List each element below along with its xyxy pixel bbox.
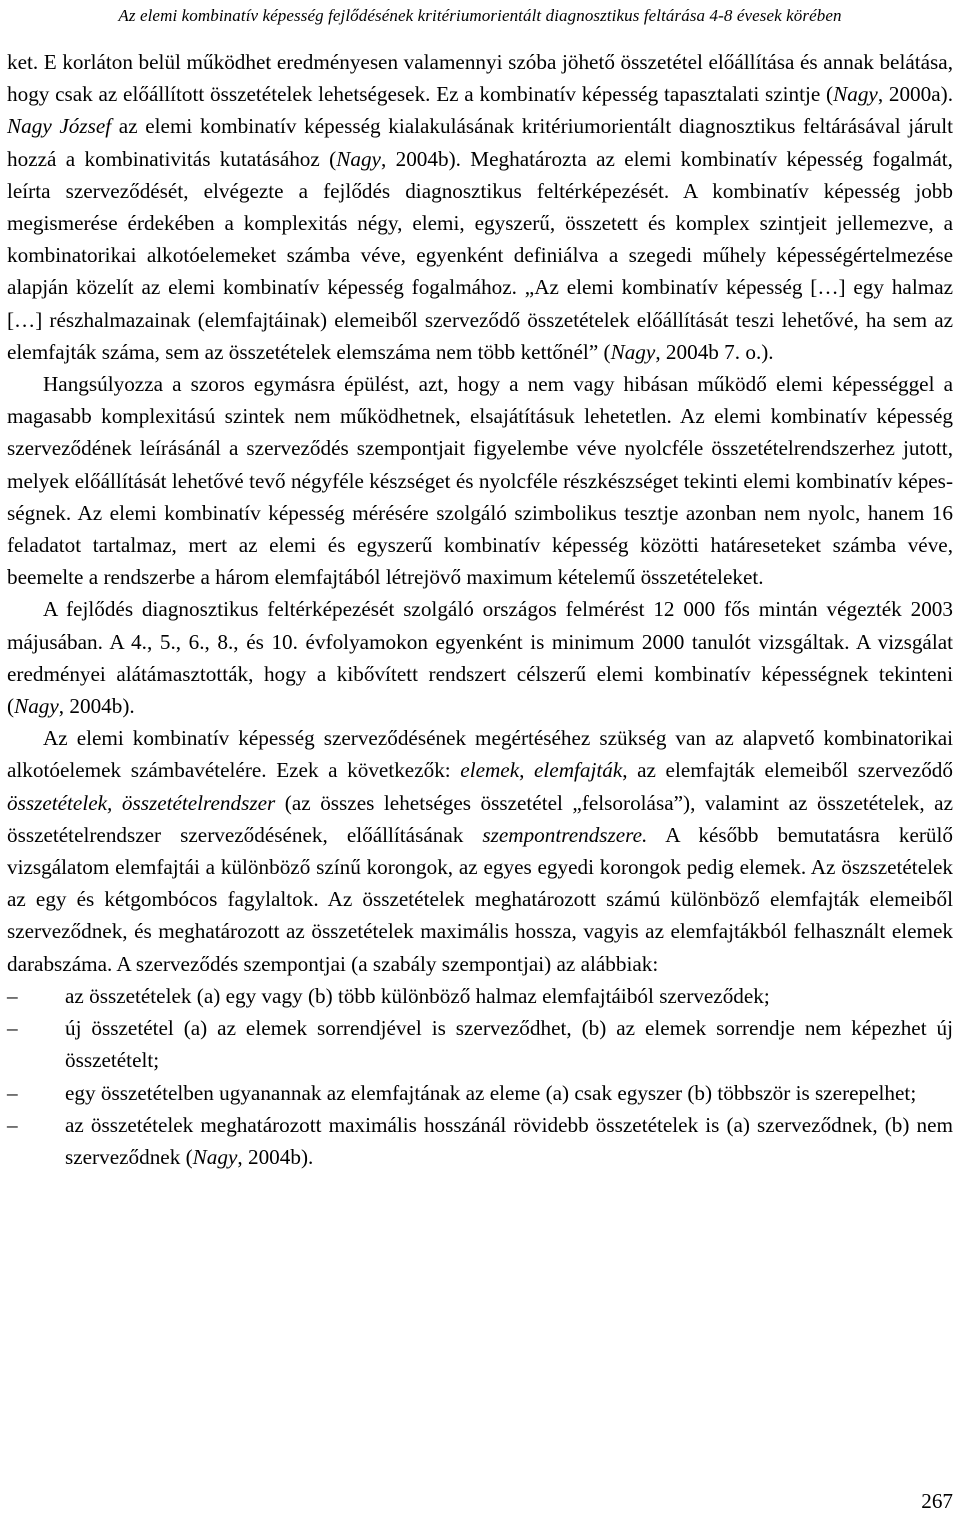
italic-text: elemek, elemfajták — [460, 758, 623, 783]
dash-bullet: – — [7, 1112, 18, 1137]
italic-text: Nagy — [192, 1144, 238, 1169]
text-run: , 2004b). — [58, 694, 135, 719]
text-run: , az elemfajták elemeiből szerveződő — [622, 758, 953, 783]
text-run: , 2000a). — [877, 82, 954, 107]
text-run: , 2004b). Meghatározta az elemi kombinatív képesség fogalmát, leírta szerveződését, elvégezte a fejlődés diagnosztikus feltérképezését. A kombinatív képesség jobb megismerése érdekében a komplexitás négy, elemi, egyszerű, összetett és komplex szintjeit jellemezve, a kombinatorikai alkotóelemeket számba véve, egyenként definiálva a szegedi műhely képességértelmezése alapján közelít az elemi kombinatív képesség fogalmához. „Az elemi kombinatív képesség […] egy halmaz […] részhalmazainak (elemfajtáinak) elemeiből szerveződő összetételek előállítását teszi lehetővé, ha sem az elemfajták száma, sem az összetételek elemszáma nem több kettőnél” ( — [7, 146, 953, 364]
body-text — [7, 46, 953, 1173]
paragraph — [7, 722, 953, 980]
text-run: az összetételek (a) egy vagy (b) több különböző halmaz elemfajtáiból szerveződek; — [65, 983, 770, 1008]
list-item — [7, 1012, 953, 1076]
list-item-text — [65, 1113, 953, 1169]
page-number: 267 — [921, 1489, 953, 1513]
paragraph — [7, 368, 953, 593]
italic-text: Nagy — [14, 694, 59, 719]
text-run: , 2004b). — [237, 1144, 314, 1169]
text-run: ket. E korláton belül működhet eredményesen valamennyi szóba jöhető összetétel előállítása és annak belátása, hogy csak az előállított összetételek lehetségesek. Ez a kombinatív képesség tapasztalati szintje ( — [7, 50, 953, 107]
italic-text: Nagy József — [7, 114, 112, 139]
text-run: egy összetételben ugyanannak az elemfajtának az eleme (a) csak egyszer (b) többször is szerepelhet; — [65, 1080, 917, 1105]
text-run: A később bemutatásra kerülő vizsgálatom elemfajtái a különböző színű korongok, az egyes egyedi korongok pedig elemek. Az öszszetételek az egy és kétgombócos fagylaltok. Az összetételek meghatározott számú különböző elemfajták elemeiből szerveződnek, és meghatározott az összetételek maximális hossza, vagyis az elemfajtákból felhasznált elemek darabszáma. A szerveződés szempontjai (a szabály szempontjai) az alábbiak: — [7, 822, 953, 976]
dash-bullet: – — [7, 1080, 18, 1105]
text-run: A fejlődés diagnosztikus feltérképezését szolgáló országos felmérést 12 000 fős mintán végezték 2003 májusában. A 4., 5., 6., 8., és 10. évfolyamokon egyenként is minimum 2000 tanulót vizsgáltak. A vizsgálat eredményei alátámasztották, hogy a kibővített rendszert célszerű elemi kombinatív képességnek tekinteni ( — [7, 597, 953, 719]
italic-text: Nagy — [336, 146, 381, 171]
dash-bullet: – — [7, 983, 18, 1008]
italic-text: Nagy — [610, 339, 656, 364]
italic-text: összetételek, összetételrendszer — [7, 790, 276, 815]
text-run: az összetételek meghatározott maximális hosszánál rövidebb összetételek is (a) szerveződnek, (b) nem szerveződnek ( — [65, 1112, 953, 1169]
list-item — [7, 1109, 953, 1173]
paragraph — [7, 46, 953, 368]
list-item-text — [65, 984, 770, 1008]
list-item-text — [65, 1016, 953, 1072]
list-item — [7, 1077, 953, 1109]
text-run: Hangsúlyozza a szoros egymásra épülést, azt, hogy a nem vagy hibásan működő elemi képességgel a magasabb komplexitású szintek nem működhetnek, elsajátításuk lehetetlen. Az elemi kombinatív képesség szerveződének leírásánál a szerveződés szempontjait figyelembe véve nyolcféle összetételrendszerhez jutott, melyek előállítását lehetővé tevő négyféle készséget és nyolcféle részkészséget tekinti elemi kombinatív képességnek. Az elemi kombinatív képesség mérésére szolgáló szimbolikus tesztje azonban nem nyolc, hanem 16 feladatot tartalmaz, mert az elemi és egyszerű kombinatív képesség közötti határeseteket számba véve, beemelte a rendszerbe a három elemfajtából létrejövő maximum kételemű összetételeket. — [7, 372, 953, 590]
italic-text: Nagy — [833, 82, 878, 107]
criteria-list — [7, 980, 953, 1173]
paragraph — [7, 593, 953, 722]
italic-text: szempontrendszere. — [482, 822, 648, 847]
list-item — [7, 980, 953, 1012]
text-run: , 2004b 7. o.). — [655, 339, 774, 364]
text-run: (az összes lehetséges összetétel „felsorolása”), valamint az összetételek, az összetételrendszer szerveződésének, előállításának — [7, 790, 953, 847]
dash-bullet: – — [7, 1016, 18, 1041]
running-head: Az elemi kombinatív képesség fejlődésének kritériumorientált diagnosztikus feltárása 4-8 évesek körében — [118, 6, 842, 25]
text-run: új összetétel (a) az elemek sorrendjével is szerveződhet, (b) az elemek sorrendje nem képezhet új összetételt; — [65, 1016, 953, 1073]
text-run: Az elemi kombinatív képesség szerveződésének megértéséhez szükség van az alapvető kombinatorikai alkotóelemek számbavételére. Ezek a következők: — [7, 726, 953, 783]
text-run: az elemi kombinatív képesség kialakulásának kritériumorientált diagnosztikus feltárásával járult hozzá a kombinativitás kutatásához ( — [7, 114, 953, 171]
list-item-text — [65, 1081, 916, 1105]
